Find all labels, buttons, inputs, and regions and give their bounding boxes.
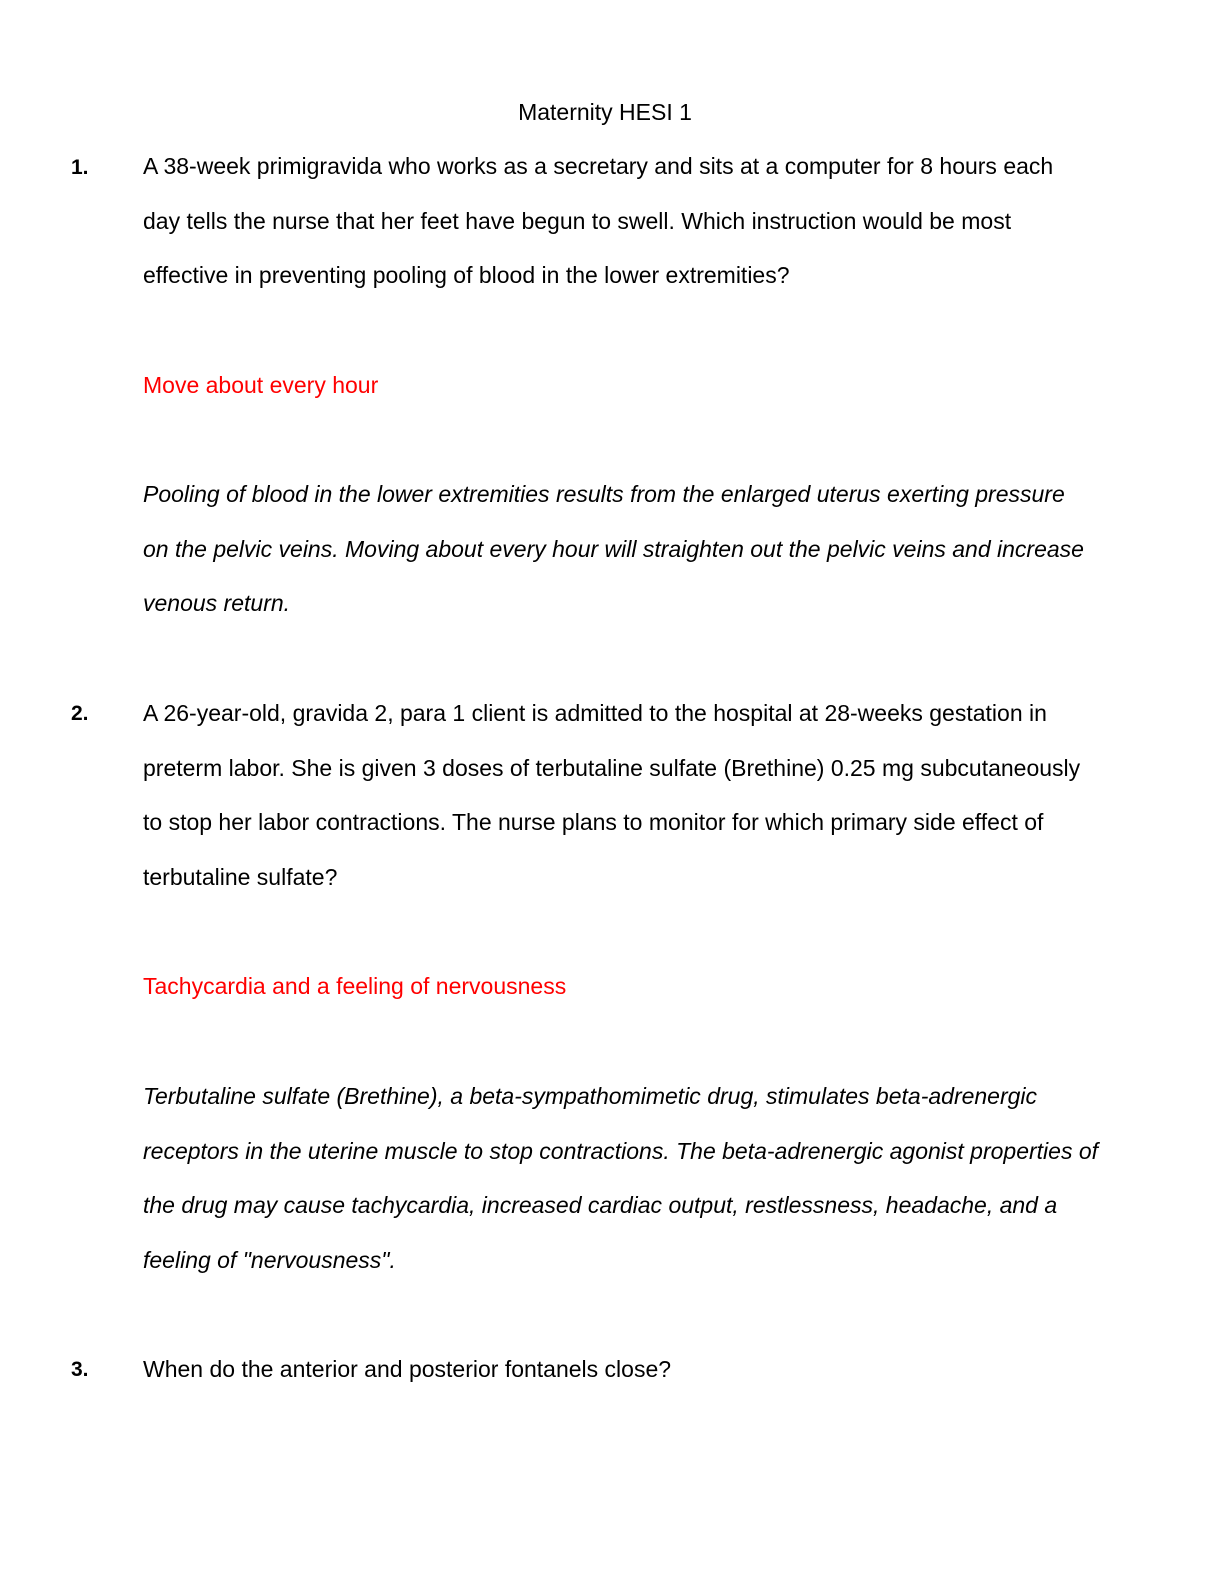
question-2-number: 2. [71,702,89,725]
question-1-text: A 38-week primigravida who works as a secretary and sits at a computer for 8 hours each day tells the nurse that her feet have begun to swell. Which instruction would be most effective in preventing pooling of blood in the lower extremities? [143,153,1054,289]
question-2-rationale: Terbutaline sulfate (Brethine), a beta-sympathomimetic drug, stimulates beta-adrenergic receptors in the uterine muscle to stop contractions. The beta-adrenergic agonist properties of the drug may cause tachycardia, increased cardiac output, restlessness, headache, and a feeling of "nervousness". [143,1083,1099,1274]
question-1-rationale: Pooling of blood in the lower extremities results from the enlarged uterus exerting pressure on the pelvic veins. Moving about every hour will straighten out the pelvic veins and increase venous return. [143,481,1084,617]
question-1-number: 1. [71,156,89,179]
question-3-number: 3. [71,1358,89,1381]
question-2-answer: Tachycardia and a feeling of nervousness [143,973,567,999]
question-1-answer: Move about every hour [143,372,379,398]
question-2-text: A 26-year-old, gravida 2, para 1 client is admitted to the hospital at 28-weeks gestation in preterm labor. She is given 3 doses of terbutaline sulfate (Brethine) 0.25 mg subcutaneously to stop her labor contractions. The nurse plans to monitor for which primary side effect of terbutaline sulfate? [143,700,1081,891]
question-3-text: When do the anterior and posterior fontanels close? [143,1356,672,1382]
document-title: Maternity HESI 1 [518,99,692,125]
